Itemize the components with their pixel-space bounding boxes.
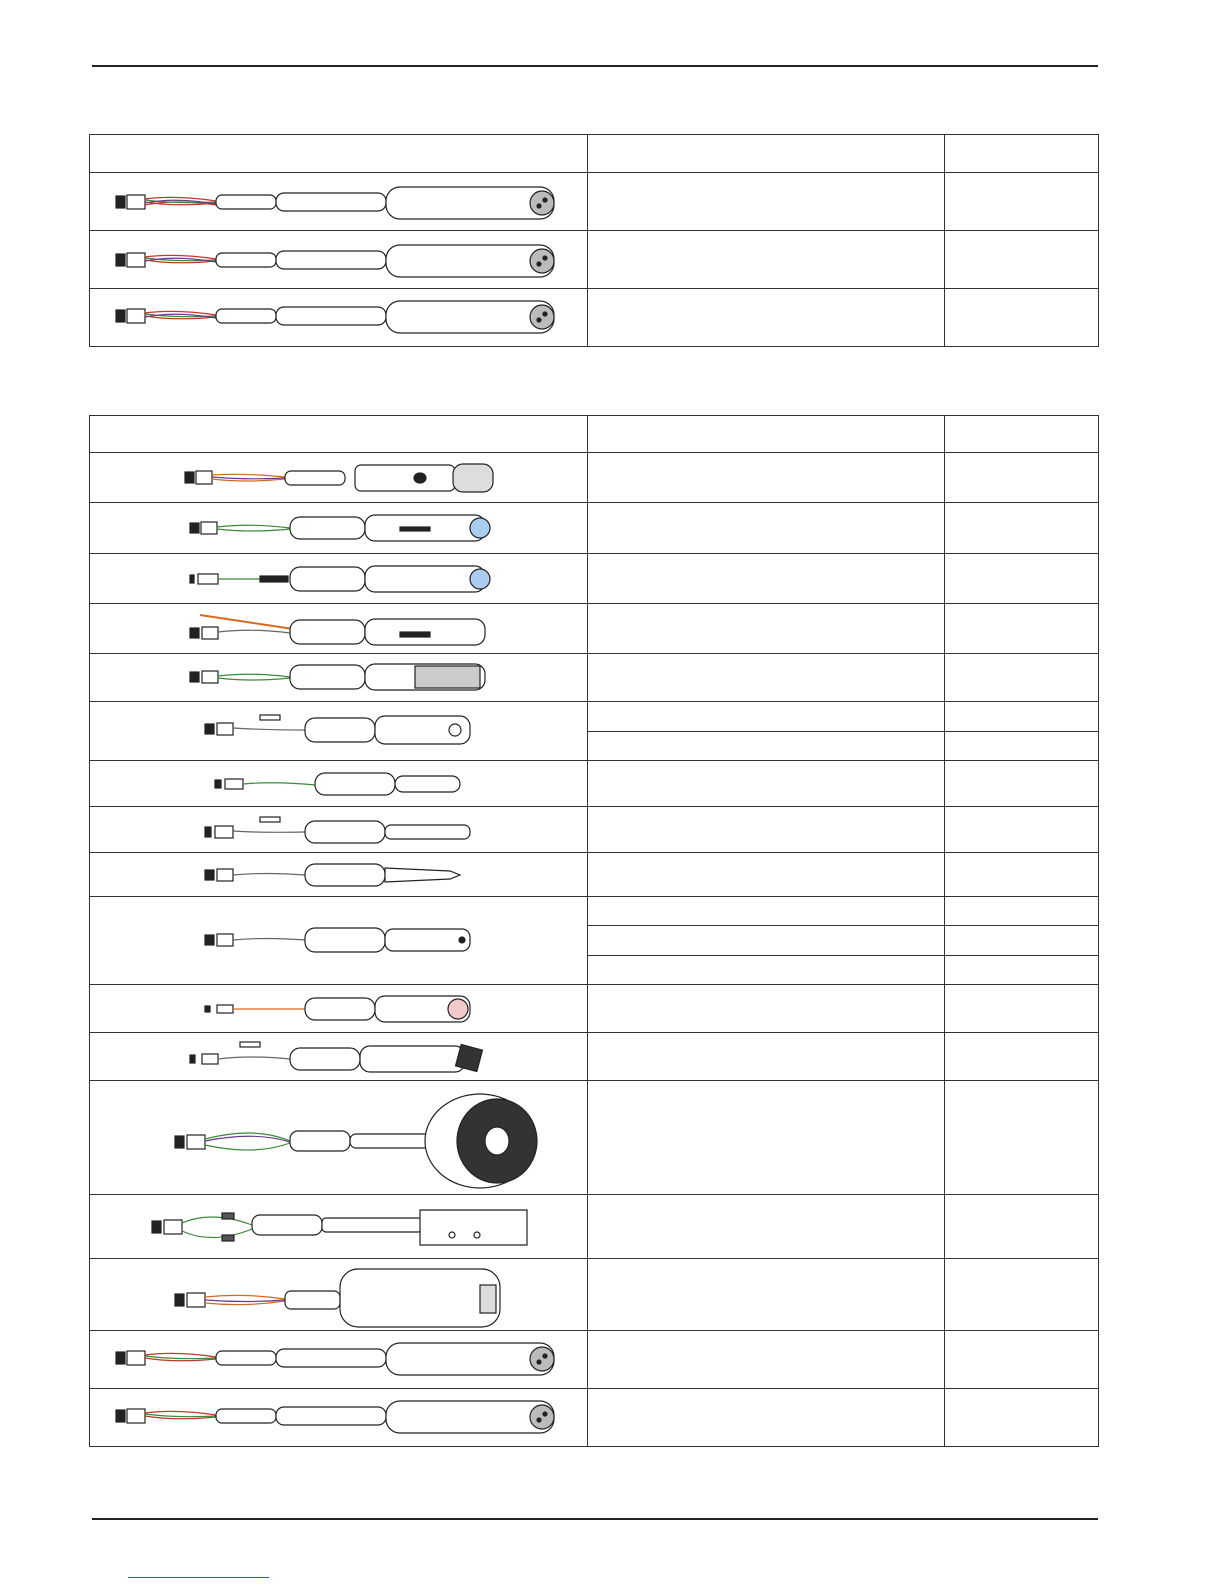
table-row bbox=[90, 1389, 1099, 1447]
description-cell bbox=[588, 761, 945, 807]
notched-probe-icon bbox=[90, 807, 588, 853]
cylinder-sensor-probe-icon bbox=[90, 1259, 588, 1331]
ribbed-tip-probe-icon bbox=[90, 985, 588, 1033]
probe-table-2 bbox=[89, 415, 1099, 1447]
needle-tip-probe-icon bbox=[90, 604, 588, 654]
lens-tip-probe-icon bbox=[90, 503, 588, 554]
part-cell bbox=[945, 1389, 1099, 1447]
description-cell bbox=[588, 231, 945, 289]
header-cell-image bbox=[90, 416, 588, 453]
footer-link-underline bbox=[128, 1577, 269, 1578]
part-cell bbox=[945, 807, 1099, 853]
table-row bbox=[90, 554, 1099, 604]
table-row bbox=[90, 702, 1099, 732]
part-cell bbox=[945, 503, 1099, 554]
description-cell bbox=[588, 807, 945, 853]
description-cell bbox=[588, 731, 945, 761]
long-sensor-probe-icon bbox=[90, 231, 588, 289]
description-cell bbox=[588, 985, 945, 1033]
description-cell bbox=[588, 1389, 945, 1447]
pointed-probe-icon bbox=[90, 853, 588, 897]
cube-tip-probe-icon bbox=[90, 1033, 588, 1081]
part-cell bbox=[945, 1033, 1099, 1081]
description-cell bbox=[588, 654, 945, 702]
part-cell bbox=[945, 453, 1099, 503]
table-header-row bbox=[90, 135, 1099, 173]
header-rule bbox=[92, 65, 1098, 67]
probe-table-1 bbox=[89, 134, 1099, 347]
part-cell bbox=[945, 731, 1099, 761]
cross-tip-probe-icon bbox=[90, 702, 588, 761]
part-cell bbox=[945, 985, 1099, 1033]
header-cell-description bbox=[588, 416, 945, 453]
coil-tip-probe-icon bbox=[90, 654, 588, 702]
description-cell bbox=[588, 289, 945, 347]
description-cell bbox=[588, 1195, 945, 1259]
description-cell bbox=[588, 853, 945, 897]
part-cell bbox=[945, 702, 1099, 732]
table-row bbox=[90, 654, 1099, 702]
description-cell bbox=[588, 1331, 945, 1389]
table-row bbox=[90, 761, 1099, 807]
description-cell bbox=[588, 897, 945, 926]
part-cell bbox=[945, 1259, 1099, 1331]
description-cell bbox=[588, 453, 945, 503]
part-cell bbox=[945, 604, 1099, 654]
part-cell bbox=[945, 955, 1099, 984]
table-row bbox=[90, 1081, 1099, 1195]
mesh-tip-probe-icon bbox=[90, 453, 588, 503]
part-cell bbox=[945, 761, 1099, 807]
part-cell bbox=[945, 897, 1099, 926]
long-sensor-probe-icon bbox=[90, 289, 588, 347]
description-cell bbox=[588, 503, 945, 554]
hollow-tip-probe-icon bbox=[90, 897, 588, 985]
table-row bbox=[90, 1259, 1099, 1331]
table-row bbox=[90, 503, 1099, 554]
table-row bbox=[90, 1033, 1099, 1081]
description-cell bbox=[588, 554, 945, 604]
description-cell bbox=[588, 955, 945, 984]
long-sensor-probe-icon bbox=[90, 1389, 588, 1447]
table-row bbox=[90, 807, 1099, 853]
header-cell-part bbox=[945, 416, 1099, 453]
stepped-probe-icon bbox=[90, 761, 588, 807]
long-sensor-probe-icon bbox=[90, 173, 588, 231]
part-cell bbox=[945, 554, 1099, 604]
table-row bbox=[90, 897, 1099, 926]
table-row bbox=[90, 1195, 1099, 1259]
description-cell bbox=[588, 926, 945, 955]
description-cell bbox=[588, 702, 945, 732]
part-cell bbox=[945, 1195, 1099, 1259]
lens-tip-probe-icon bbox=[90, 554, 588, 604]
table-row bbox=[90, 231, 1099, 289]
part-cell bbox=[945, 926, 1099, 955]
table-row bbox=[90, 853, 1099, 897]
description-cell bbox=[588, 604, 945, 654]
table-row bbox=[90, 985, 1099, 1033]
part-cell bbox=[945, 231, 1099, 289]
part-cell bbox=[945, 173, 1099, 231]
description-cell bbox=[588, 1081, 945, 1195]
table-row bbox=[90, 289, 1099, 347]
part-cell bbox=[945, 289, 1099, 347]
ring-sensor-probe-icon bbox=[90, 1081, 588, 1195]
long-sensor-probe-icon bbox=[90, 1331, 588, 1389]
table-row bbox=[90, 453, 1099, 503]
description-cell bbox=[588, 1259, 945, 1331]
part-cell bbox=[945, 654, 1099, 702]
part-cell bbox=[945, 1081, 1099, 1195]
table-row bbox=[90, 173, 1099, 231]
table-header-row bbox=[90, 416, 1099, 453]
block-sensor-probe-icon bbox=[90, 1195, 588, 1259]
header-cell-image bbox=[90, 135, 588, 173]
header-cell-description bbox=[588, 135, 945, 173]
description-cell bbox=[588, 173, 945, 231]
table-row bbox=[90, 604, 1099, 654]
part-cell bbox=[945, 853, 1099, 897]
header-cell-part bbox=[945, 135, 1099, 173]
part-cell bbox=[945, 1331, 1099, 1389]
footer-rule bbox=[92, 1518, 1098, 1520]
description-cell bbox=[588, 1033, 945, 1081]
table-row bbox=[90, 1331, 1099, 1389]
